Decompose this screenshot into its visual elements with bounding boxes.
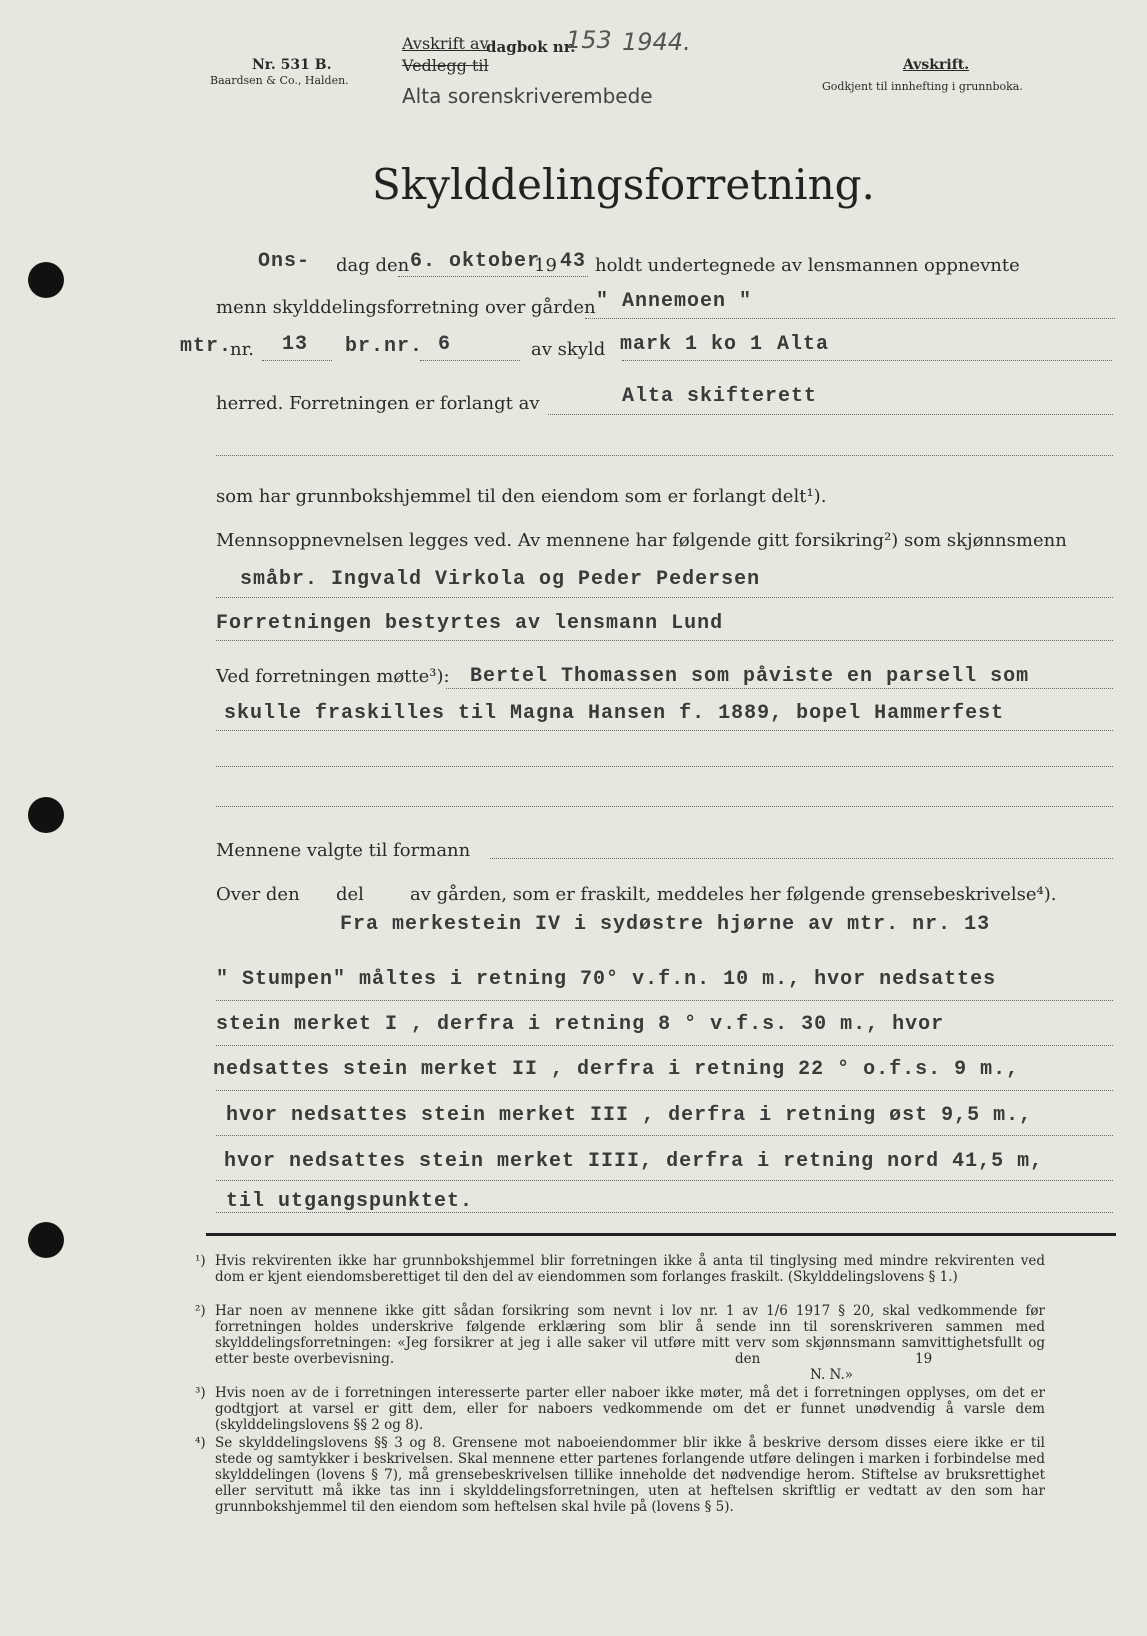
line-text: herred. Forretningen er forlangt av: [216, 393, 540, 414]
punch-hole: [28, 262, 64, 298]
municipality: Alta: [777, 333, 830, 356]
farm-name: " Annemoen ": [596, 290, 753, 313]
footnote-2: ²) Har noen av mennene ikke gitt sådan forsikring som nevnt i lov nr. 1 av 1/6 1917 § 20, skal vedkommende før forretningen holdes underskrive følgende erklæring som blir å sende inn til sorenskriveren sammen med skylddelingsforretningen: «Jeg forsikrer at jeg i alle saker vil utføre mitt verv som skjønnsmann samvittighetsfullt og etter beste overbevisning. den 19 N. N.»: [195, 1303, 1045, 1383]
copy-label: Avskrift.: [903, 57, 970, 73]
appendix: Vedlegg til: [402, 56, 489, 75]
printer: Baardsen & Co., Halden.: [210, 74, 349, 87]
label-skyld: av skyld: [531, 339, 606, 360]
footnote-4: ⁴) Se skylddelingslovens §§ 3 og 8. Grensene mot naboeiendommer blir ikke å beskrive dersom disses eiere ikke er til stede og samtykker i beskrivelsen. Skal mennene etter partenes forlangende utføre delingen i marken i forbindelse med skylddelingen (lovens § 7), må grensebeskrivelsen tillike inneholde det nødvendige herom. Stiftelse av bruksrettighet eller servitutt må ikke tas inn i skylddelingsforretningen, uten at heftelsen skriftlig er vedtatt av den som har grunnbokshjemmel til den eiendom som heftelsen skal hvile på (lovens § 5).: [195, 1435, 1045, 1515]
line-text: Mennene valgte til formann: [216, 840, 471, 861]
skyld-value: mark 1 ko 1: [620, 333, 764, 356]
line-text: av gården, som er fraskilt, meddeles her følgende grensebeskrivelse⁴).: [410, 884, 1057, 905]
line-text: som har grunnbokshjemmel til den eiendom som er forlangt delt¹).: [216, 486, 827, 507]
label-day: dag den: [336, 255, 410, 276]
line-text: Ved forretningen møtte³):: [216, 666, 450, 687]
boundary-line: Fra merkestein IV i sydøstre hjørne av mtr. nr. 13: [340, 913, 991, 936]
gnr: 13: [282, 333, 309, 356]
footnote-3: ³) Hvis noen av de i forretningen interesserte parter eller naboer ikke møter, må det i forretningen opplyses, om det er godtgjort at varsel er gitt dem, eller for naboers vedkommende om det er funnet unødvendig å varsle dem (skylddelingslovens §§ 2 og 8).: [195, 1385, 1045, 1433]
copy-of: Avskrift av: [402, 34, 489, 53]
diary-label: dagbok nr.: [486, 38, 576, 56]
line-text: menn skylddelingsforretning over gården: [216, 297, 596, 318]
approved: Godkjent til innhefting i grunnboka.: [822, 80, 1023, 93]
line-text: holdt undertegnede av lensmannen oppnevnte: [595, 255, 1020, 276]
punch-hole: [28, 797, 64, 833]
line-text: Mennsoppnevnelsen legges ved. Av mennene har følgende gitt forsikring²) som skjønnsmenn: [216, 530, 1067, 551]
century: 19: [534, 255, 557, 276]
appraisers: småbr. Ingvald Virkola og Peder Pedersen: [240, 568, 761, 591]
label-brnr: br.nr.: [345, 335, 424, 358]
document-title: Skylddelingsforretning.: [372, 160, 875, 209]
line-text: del: [336, 884, 364, 905]
requested-by: Alta skifterett: [622, 385, 818, 408]
year: 43: [560, 250, 587, 273]
attendees-cont: skulle fraskilles til Magna Hansen f. 1889, bopel Hammerfest: [224, 702, 1005, 725]
boundary-line: stein merket I , derfra i retning 8 ° v.f.s. 30 m., hvor: [216, 1013, 945, 1036]
boundary-line: til utgangspunktet.: [226, 1190, 474, 1213]
attendees: Bertel Thomassen som påviste en parsell som: [470, 665, 1030, 688]
boundary-line: hvor nedsattes stein merket IIII, derfra i retning nord 41,5 m,: [224, 1150, 1044, 1173]
boundary-line: nedsattes stein merket II , derfra i retning 22 ° o.f.s. 9 m.,: [213, 1058, 1020, 1081]
punch-hole: [28, 1222, 64, 1258]
diary-year: 1944.: [622, 28, 691, 56]
divider: [206, 1233, 1116, 1236]
office: Alta sorenskriverembede: [402, 84, 653, 108]
line-text: Over den: [216, 884, 300, 905]
bnr: 6: [438, 333, 452, 356]
form-number: Nr. 531 B.: [252, 57, 332, 73]
weekday: Ons-: [258, 250, 311, 273]
boundary-line: " Stumpen" måltes i retning 70° v.f.n. 10 m., hvor nedsattes: [216, 968, 997, 991]
chaired-by: Forretningen bestyrtes av lensmann Lund: [216, 612, 724, 635]
date: 6. oktober: [410, 250, 541, 273]
boundary-line: hvor nedsattes stein merket III , derfra i retning øst 9,5 m.,: [226, 1104, 1033, 1127]
label-nr: nr.: [230, 339, 254, 360]
label-mtr: mtr.: [180, 335, 233, 358]
footnote-1: ¹) Hvis rekvirenten ikke har grunnbokshjemmel blir forretningen ikke å anta til tinglysing med mindre rekvirenten ved dom er kjent eiendomsberettiget til den del av eiendommen som forlanges fraskilt. (Skylddelingslovens § 1.): [195, 1253, 1045, 1285]
diary-number: 153: [566, 26, 612, 54]
